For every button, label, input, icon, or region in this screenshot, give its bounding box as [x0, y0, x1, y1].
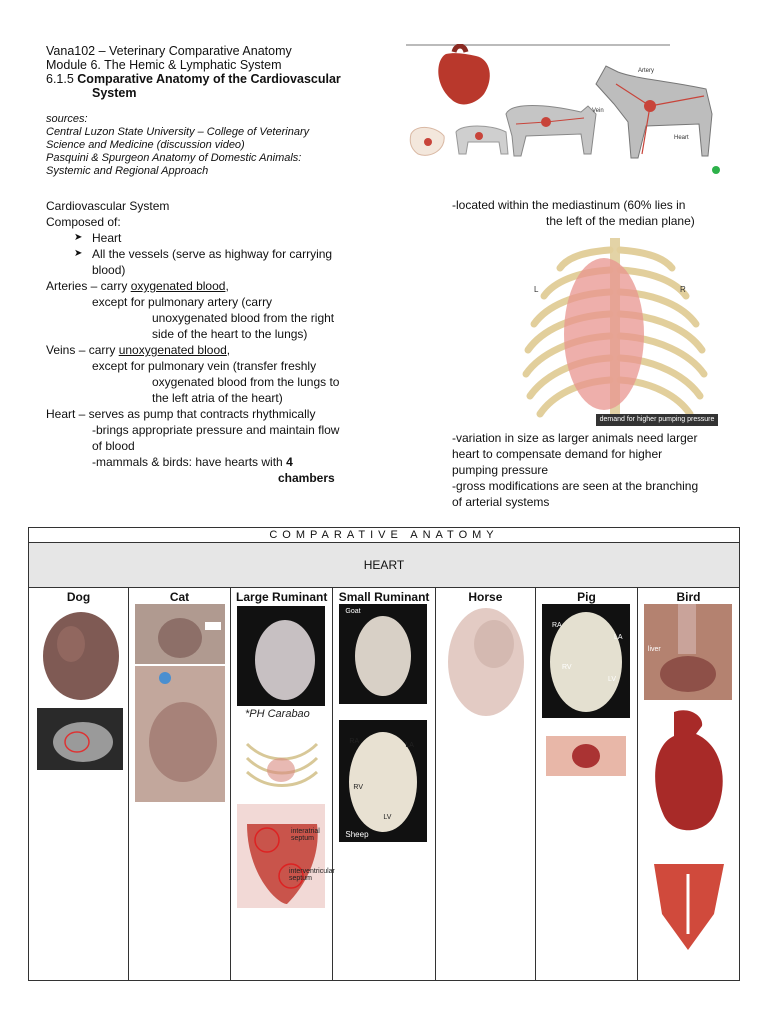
variation-line-2: heart to compensate demand for higher	[452, 447, 663, 461]
column-bird	[637, 588, 739, 981]
veins-exception-2: oxygenated blood from the lungs to	[152, 375, 340, 389]
dog-xray-image	[37, 708, 123, 770]
column-large-ruminant	[230, 588, 335, 981]
source-2a: Pasquini & Spurgeon Anatomy of Domestic Animals:	[46, 152, 302, 164]
small-ruminant-images	[333, 604, 434, 980]
location-line-1: -located within the mediastinum (60% lies in	[452, 198, 686, 212]
interatrial-septum-label: interatrial septum	[290, 828, 320, 842]
pig-images	[536, 604, 637, 980]
pig-thorax-diagram	[542, 726, 630, 788]
veins-exception-3: the left atria of the heart)	[152, 391, 283, 405]
svg-text:Artery: Artery	[638, 68, 655, 74]
svg-text:Vein: Vein	[592, 108, 604, 114]
arteries-line: Arteries – carry oxygenated blood,	[46, 279, 229, 293]
bird-images	[638, 604, 739, 980]
comparative-anatomy-table	[28, 527, 740, 981]
document-header	[46, 44, 386, 100]
bird-heart-photo	[644, 706, 732, 838]
ribcage-caption: demand for higher pumping pressure	[596, 414, 718, 426]
column-pig	[535, 588, 637, 981]
arteries-exception-3: side of the heart to the lungs)	[152, 327, 308, 341]
column-header: Cat	[169, 590, 190, 604]
mediastinum-note	[452, 197, 742, 229]
pig-ra-label: RA	[551, 622, 562, 629]
rv-label: RV	[353, 784, 363, 791]
ra-label: RA	[349, 738, 360, 745]
sources	[46, 113, 386, 178]
ruminant-septum-diagram	[237, 804, 325, 908]
column-small-ruminant	[333, 588, 435, 981]
goat-label: Goat	[345, 608, 361, 615]
course-title: Vana102 – Veterinary Comparative Anatomy	[46, 44, 292, 58]
variation-line-1: -variation in size as larger animals need larger	[452, 431, 698, 445]
pig-rv-label: RV	[561, 664, 572, 671]
heart-note-1: -brings appropriate pressure and maintain flow	[92, 423, 340, 437]
column-header: Pig	[577, 590, 596, 604]
gross-line-1: -gross modifications are seen at the branching	[452, 479, 699, 493]
ruminant-thorax-diagram	[237, 734, 325, 796]
arteries-exception: except for pulmonary artery (carry	[92, 295, 273, 309]
veins-exception: except for pulmonary vein (transfer freshly	[92, 359, 317, 373]
ribcage-heart-illustration	[512, 238, 720, 426]
heart-note-3: -mammals & birds: have hearts with 4	[92, 455, 293, 469]
heart-note-4: chambers	[278, 471, 335, 485]
svg-text:Heart: Heart	[674, 135, 689, 141]
column-header: Dog	[66, 590, 91, 604]
dog-heart-photo	[39, 610, 121, 702]
composed-of: Composed of:	[46, 215, 121, 229]
table-title: COMPARATIVE ANATOMY	[29, 528, 740, 543]
variation-line-3: pumping pressure	[452, 463, 549, 477]
column-header: Bird	[676, 590, 701, 604]
pig-lv-label: LV	[607, 676, 617, 683]
liver-label: liver	[647, 646, 661, 653]
source-1b: Science and Medicine (discussion video)	[46, 139, 245, 151]
column-cat	[129, 588, 231, 981]
bird-heart-section-diagram	[644, 854, 732, 954]
cat-heart-dissection-1	[135, 604, 225, 664]
cvs-heading: Cardiovascular System	[46, 199, 170, 213]
dog-images	[29, 604, 128, 980]
cat-heart-dissection-2	[135, 666, 225, 802]
carabao-heart-photo	[237, 606, 325, 706]
arrow-bullet-icon: ➤	[74, 232, 83, 243]
arrow-bullet-icon: ➤	[74, 248, 83, 259]
cat-images	[129, 604, 230, 980]
list-item: ➤ All the vessels (serve as highway for carrying blood)	[74, 247, 333, 277]
sources-label: sources:	[46, 113, 88, 125]
list-item: ➤ Heart	[74, 231, 122, 245]
section-title-cont: System	[92, 86, 137, 100]
pig-la-label: LA	[613, 634, 623, 641]
veins-line: Veins – carry unoxygenated blood,	[46, 343, 231, 357]
carabao-caption: *PH Carabao	[244, 708, 310, 720]
location-line-2: the left of the median plane)	[546, 214, 695, 228]
column-dog	[29, 588, 129, 981]
svg-text:R: R	[680, 285, 686, 294]
source-1a: Central Luzon State University – College of Veterinary	[46, 126, 310, 138]
heart-size-notes	[452, 430, 742, 510]
column-header: Large Ruminant	[236, 590, 328, 604]
section-title: 6.1.5 Comparative Anatomy of the Cardiovascular	[46, 72, 341, 86]
arteries-exception-2: unoxygenated blood from the right	[152, 311, 335, 325]
source-2b: Systemic and Regional Approach	[46, 165, 209, 177]
column-header: Horse	[468, 590, 503, 604]
table-subheading: HEART	[29, 543, 740, 588]
large-ruminant-images	[231, 604, 335, 980]
lv-label: LV	[383, 814, 392, 821]
gross-line-2: of arterial systems	[452, 495, 550, 509]
column-header: Small Ruminant	[338, 590, 430, 604]
composed-list	[46, 230, 376, 278]
heart-line: Heart – serves as pump that contracts rhythmically	[46, 407, 316, 421]
module-title: Module 6. The Hemic & Lymphatic System	[46, 58, 282, 72]
sheep-label: Sheep	[345, 830, 369, 839]
goat-heart-photo	[339, 604, 427, 704]
heart-note-2: of blood	[92, 439, 135, 453]
horse-images	[436, 604, 535, 980]
svg-text:L: L	[534, 285, 539, 294]
horse-heart-photo	[444, 604, 530, 718]
la-label: LA	[405, 742, 414, 749]
column-horse	[435, 588, 535, 981]
interventricular-septum-label: interventricular septum	[288, 868, 335, 882]
cardiovascular-notes	[46, 198, 376, 486]
animals-circulation-illustration	[406, 44, 720, 184]
